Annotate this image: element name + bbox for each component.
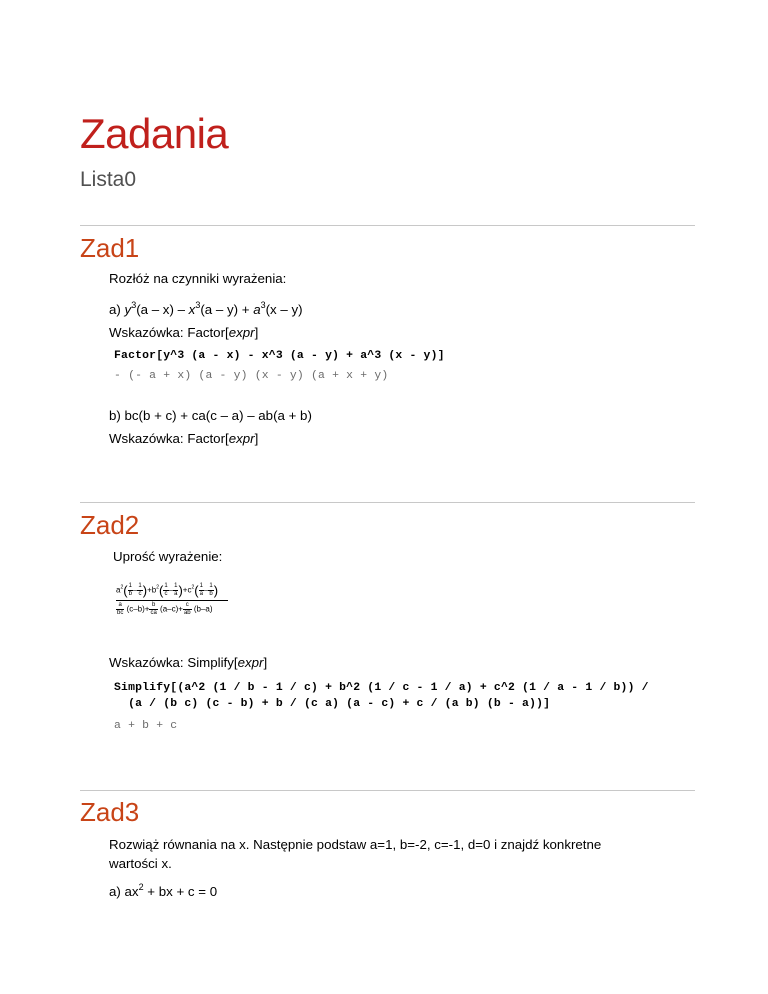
zad2-input-cell-line2[interactable]: (a / (b c) (c - b) + b / (c a) (a - c) + c / (a b) (b - a))] (114, 698, 551, 710)
zad2-hint: Wskazówka: Simplify[expr] (109, 655, 268, 670)
zad1-input-cell[interactable]: Factor[y^3 (a - x) - x^3 (a - y) + a^3 (x - y)] (114, 350, 445, 362)
zad1-a-prefix: a) (109, 302, 121, 317)
section-divider (80, 790, 695, 791)
section-divider (80, 225, 695, 226)
zad3-intro-line1: Rozwiąż równania na x. Następnie podstaw a=1, b=-2, c=-1, d=0 i znajdź konkretne (109, 837, 602, 852)
section-divider (80, 502, 695, 503)
zad2-formula-denominator: $\frac{a}{bc}$ (c–b)+ $\frac{b}{ca}$ (a–c)+ $\frac{c}{ab}$ (b–a) (117, 602, 213, 616)
page-subtitle: Lista0 (80, 168, 137, 191)
zad2-input-cell-line1[interactable]: Simplify[(a^2 (1 / b - 1 / c) + b^2 (1 / c - 1 / a) + c^2 (1 / a - 1 / b)) / (114, 682, 649, 694)
section-title-zad1: Zad1 (80, 233, 140, 263)
zad1-expression-a: a) $y^3(a - x) - x^3(a - y) + a^3(x - y)$ (109, 300, 303, 317)
zad1-hint-b: Wskazówka: Factor[expr] (109, 431, 259, 446)
zad2-intro: Uprość wyrażenie: (113, 549, 223, 564)
zad1-expression-b: b) bc(b + c) + ca(c – a) – ab(a + b) (109, 408, 312, 423)
zad1-output-cell: - (- a + x) (a - y) (x - y) (a + x + y) (114, 370, 389, 382)
zad2-output-cell: a + b + c (114, 720, 178, 732)
zad3-equation-a: a) $ax^2$ + bx + c = 0 (109, 882, 218, 899)
page-title: Zadania (80, 110, 229, 157)
zad2-formula-numerator: $a^2$( $\frac{1}{b}$ – $\frac{1}{c}$ )$+b^2$( $\frac{1}{c}$ – $\frac{1}{a}$ )$+c^2$( $\frac{1}{a}$ – $\frac{1}{b}$ ) (116, 583, 219, 598)
zad3-intro-line2: wartości x. (109, 856, 172, 871)
section-title-zad2: Zad2 (80, 510, 140, 540)
zad2-formula-fraction-bar (116, 600, 228, 601)
zad1-intro: Rozłóż na czynniki wyrażenia: (109, 271, 287, 286)
section-title-zad3: Zad3 (80, 797, 140, 827)
zad1-hint-a: Wskazówka: Factor[expr] (109, 325, 259, 340)
